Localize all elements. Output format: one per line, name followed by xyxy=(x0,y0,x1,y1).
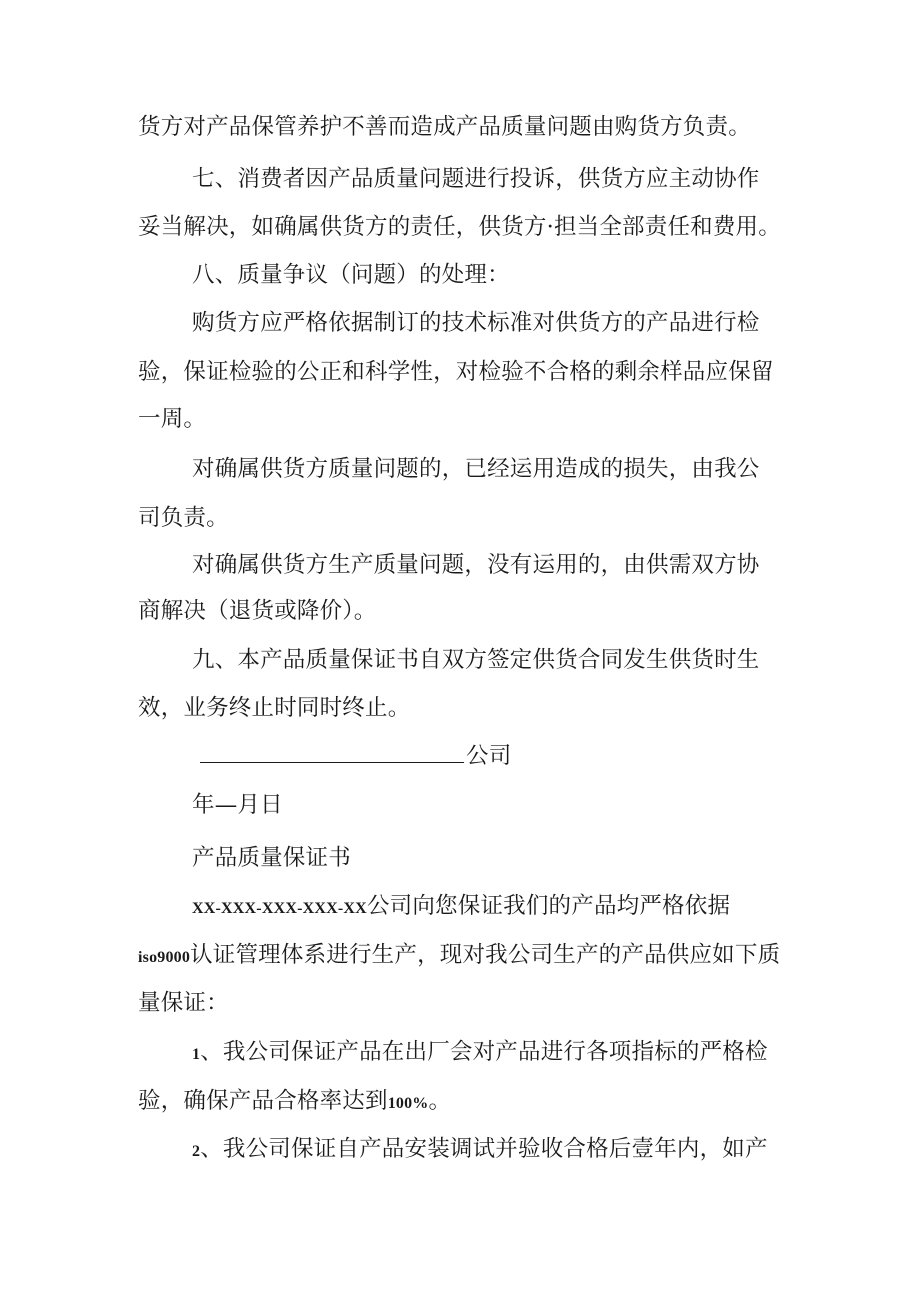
cert-line xyxy=(138,940,780,973)
cert-code: iso9000 xyxy=(138,949,191,966)
text-line-11: 商解决（退货或降价）。 xyxy=(138,598,377,624)
text-line-8: 对确属供货方质量问题的，已经运用造成的损失，由我公 xyxy=(192,456,760,482)
text-line-5: 购货方应严格依据制订的技术标准对供货方的产品进行检 xyxy=(192,310,760,336)
company-code: XX-XXX-XXX-XXX-XX xyxy=(192,900,367,917)
text-line-6: 验，保证检验的公正和科学性，对检验不合格的剩余样品应保留 xyxy=(138,359,774,385)
signature-blank xyxy=(200,742,464,763)
item-2-text: 、我公司保证自产品安装调试并验收合格后壹年内，如产 xyxy=(200,1136,768,1162)
intro-text: 公司向您保证我们的产品均严格依据 xyxy=(366,893,731,919)
cert-line-2: 量保证： xyxy=(138,990,229,1016)
text-line-9: 司负责。 xyxy=(138,505,229,531)
text-line-2: 七、消费者因产品质量问题进行投诉，供货方应主动协作 xyxy=(192,166,760,192)
item-1-percent: 100% xyxy=(387,1095,429,1112)
item-1-text-2: 验，确保产品合格率达到 xyxy=(138,1088,388,1114)
text-line-3: 妥当解决，如确属供货方的责任，供货方·担当全部责任和费用。 xyxy=(138,214,781,240)
item-1-number: 1 xyxy=(192,1046,201,1063)
text-line-12: 九、本产品质量保证书自双方签定供货合同发生供货时生 xyxy=(192,647,760,673)
item-1-end: 。 xyxy=(428,1088,452,1114)
item-2-number: 2 xyxy=(192,1143,201,1160)
item-2-line-1 xyxy=(192,1134,768,1167)
section-title: 产品质量保证书 xyxy=(192,845,351,871)
item-1-line-2 xyxy=(138,1086,451,1119)
text-line-4: 八、质量争议（问题）的处理： xyxy=(192,262,510,288)
cert-text: 认证管理体系进行生产，现对我公司生产的产品供应如下质 xyxy=(190,942,781,968)
text-line-7: 一周。 xyxy=(138,406,207,432)
item-1-line-1 xyxy=(192,1037,768,1070)
signature-suffix: 公司 xyxy=(466,743,512,769)
text-line-10: 对确属供货方生产质量问题，没有运用的，由供需双方协 xyxy=(192,552,760,578)
signature-line xyxy=(200,741,511,771)
item-1-text: 、我公司保证产品在出厂会对产品进行各项指标的严格检 xyxy=(200,1039,768,1065)
date-line: 年—月日 xyxy=(192,792,283,818)
text-line-13: 效，业务终止时同时终止。 xyxy=(138,695,411,721)
intro-line xyxy=(192,891,730,924)
text-line-1: 货方对产品保管养护不善而造成产品质量问题由购货方负责。 xyxy=(138,114,751,140)
